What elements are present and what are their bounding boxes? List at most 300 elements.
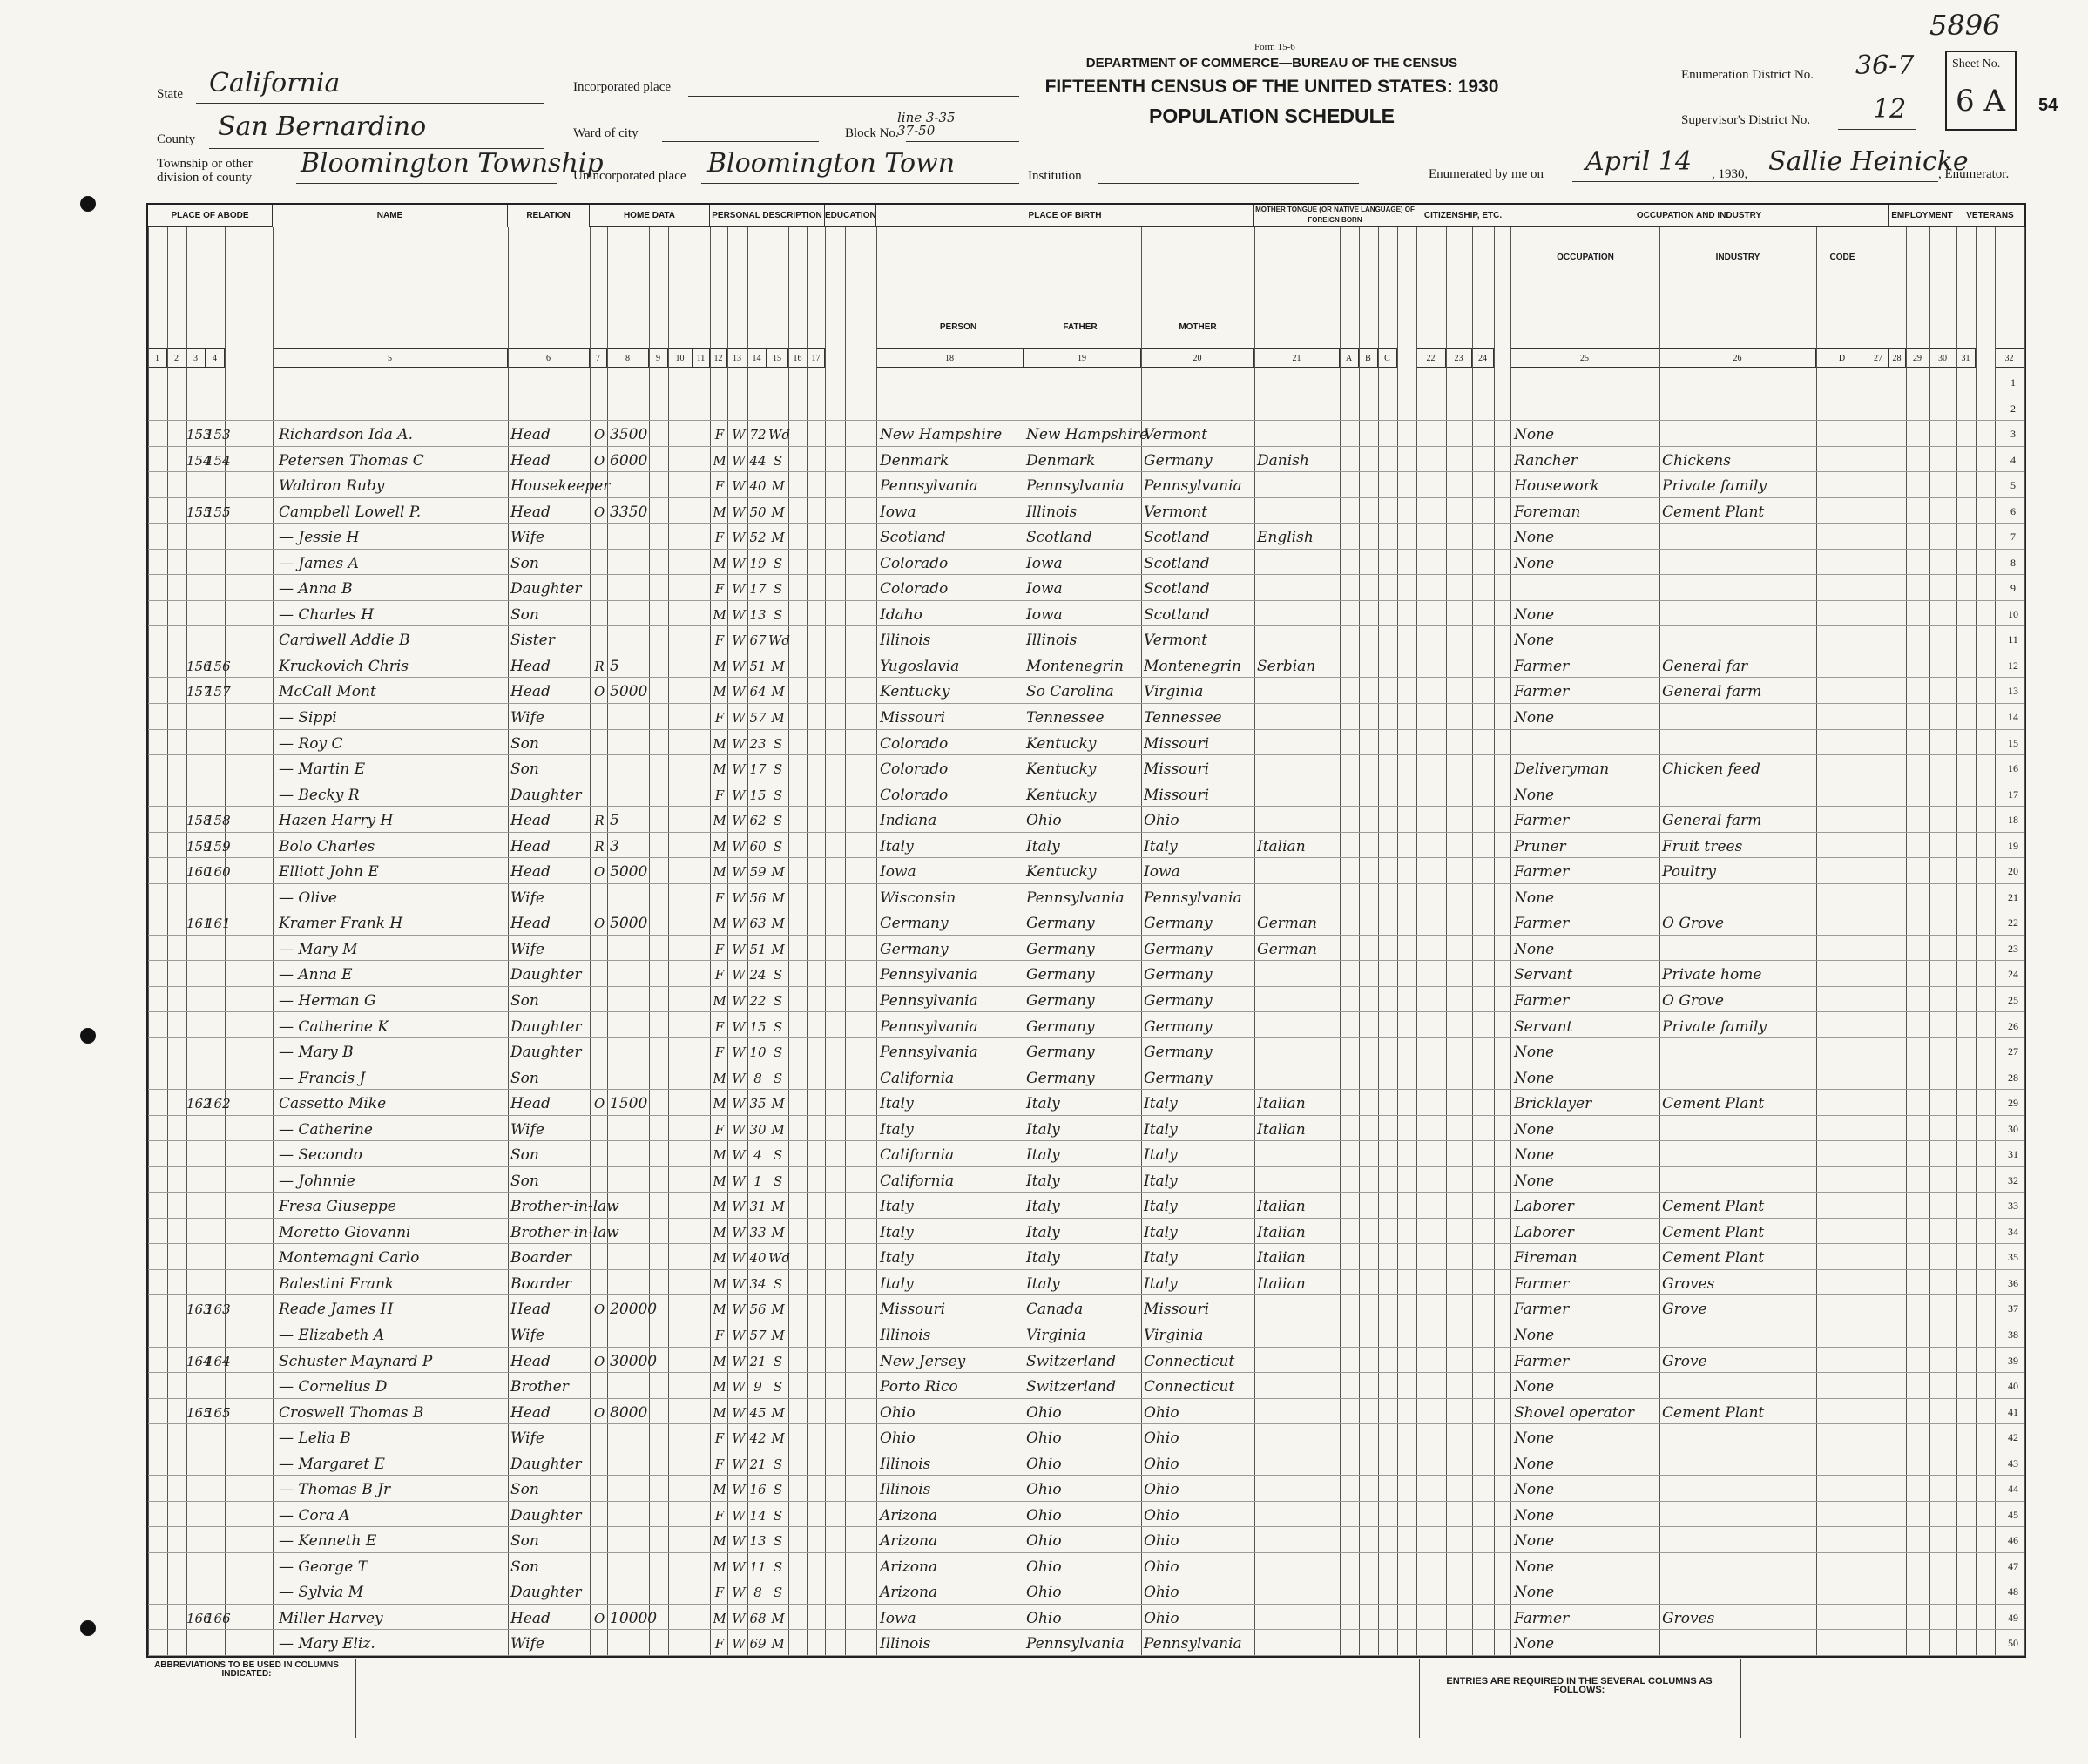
enum-district-label: Enumeration District No. — [1681, 68, 1814, 82]
birthplace-person: Italy — [880, 1274, 914, 1293]
home-value — [610, 1424, 649, 1450]
birthplace-mother: Tennessee — [1144, 709, 1222, 727]
occupation: None — [1514, 1146, 1555, 1165]
enum-district-value: 36-7 — [1855, 51, 1915, 81]
marital-status: S — [773, 606, 783, 623]
birthplace-father: Italy — [1026, 837, 1060, 855]
race: W — [732, 1430, 746, 1447]
column-number: 29 — [1906, 348, 1929, 368]
birthplace-mother: Italy — [1144, 1198, 1178, 1216]
industry — [1662, 626, 1816, 652]
table-row — [148, 1270, 2024, 1296]
occupation: None — [1514, 1120, 1555, 1139]
age: 60 — [749, 838, 767, 855]
birthplace-person: Iowa — [880, 503, 916, 521]
home-value: 6000 — [610, 451, 648, 470]
industry — [1662, 1553, 1816, 1578]
population-table — [146, 203, 2026, 1658]
birthplace-person: Missouri — [880, 1301, 946, 1319]
sex: F — [714, 1456, 725, 1472]
relation: Wife — [510, 709, 544, 727]
marital-status: S — [773, 1044, 783, 1061]
person-name: — Herman G — [279, 991, 376, 1010]
marital-status: S — [773, 1070, 783, 1086]
dwelling-number — [186, 601, 206, 626]
home-value: 5 — [610, 657, 619, 675]
birthplace-father: Kentucky — [1026, 786, 1097, 804]
sex: M — [713, 1404, 726, 1421]
birthplace-mother: Ohio — [1144, 812, 1179, 830]
birthplace-father — [1026, 369, 1141, 395]
home-value — [610, 1553, 649, 1578]
race: W — [732, 452, 746, 469]
line-number: 46 — [2008, 1534, 2018, 1547]
birthplace-mother: Germany — [1144, 1044, 1213, 1062]
marital-status: S — [773, 1482, 783, 1498]
dwelling-number: 162 — [186, 1096, 212, 1112]
line-number: 11 — [2008, 633, 2018, 646]
person-name: Richardson Ida A. — [279, 426, 413, 444]
home-value — [610, 369, 649, 395]
dwelling-number — [186, 524, 206, 549]
mother-tongue — [1257, 1038, 1340, 1064]
line-number: 2 — [2010, 402, 2016, 415]
family-number — [206, 1116, 225, 1141]
table-row — [148, 652, 2024, 679]
race: W — [732, 710, 746, 727]
mother-tongue: German — [1257, 940, 1317, 958]
birthplace-father: Virginia — [1026, 1326, 1086, 1344]
table-row — [148, 1424, 2024, 1450]
column-number: 22 — [1416, 348, 1446, 368]
relation: Daughter — [510, 786, 582, 804]
dwelling-number — [186, 626, 206, 652]
race: W — [732, 838, 746, 855]
table-row — [148, 730, 2024, 756]
birthplace-mother: Connecticut — [1144, 1352, 1235, 1370]
birthplace-person: Yugoslavia — [880, 657, 960, 675]
race: W — [732, 1636, 746, 1652]
race: W — [732, 1044, 746, 1061]
birthplace-person: Arizona — [880, 1584, 938, 1602]
sex: F — [714, 889, 725, 906]
marital-status — [768, 369, 787, 395]
industry — [1662, 1527, 1816, 1552]
birthplace-person: Italy — [880, 1223, 914, 1241]
relation: Head — [510, 1352, 551, 1370]
birthplace-father — [1026, 395, 1141, 421]
race: W — [732, 787, 746, 803]
birthplace-mother: Missouri — [1144, 1301, 1210, 1319]
table-row — [148, 1348, 2024, 1374]
birthplace-mother: Italy — [1144, 1095, 1178, 1113]
mother-tongue — [1257, 1502, 1340, 1527]
family-number: 164 — [206, 1353, 231, 1369]
relation: Head — [510, 683, 551, 701]
table-row — [148, 1038, 2024, 1064]
home-value: 1500 — [610, 1095, 648, 1113]
sex: F — [714, 710, 725, 727]
sex: M — [713, 1379, 726, 1396]
birthplace-person: Iowa — [880, 863, 916, 882]
table-row — [148, 936, 2024, 962]
industry: Cement Plant — [1662, 1198, 1765, 1216]
relation: Head — [510, 1609, 551, 1627]
table-row — [148, 575, 2024, 601]
group-personal: PERSONAL DESCRIPTION — [710, 205, 825, 227]
age: 15 — [749, 1018, 767, 1035]
birthplace-person: Germany — [880, 915, 949, 933]
person-name: — Catherine — [279, 1120, 373, 1139]
line-number: 38 — [2008, 1328, 2018, 1341]
state-value: California — [209, 68, 341, 98]
home-value: 20000 — [610, 1301, 658, 1319]
marital-status: M — [771, 1121, 785, 1138]
home-owned — [592, 1373, 606, 1398]
occupation: Housework — [1514, 477, 1600, 496]
dwelling-number: 166 — [186, 1610, 212, 1626]
home-owned — [592, 1527, 606, 1552]
industry: Grove — [1662, 1301, 1707, 1319]
industry: Poultry — [1662, 863, 1716, 882]
home-owned — [592, 1553, 606, 1578]
home-value — [610, 1064, 649, 1090]
race: W — [732, 1070, 746, 1086]
marital-status: S — [773, 1275, 783, 1292]
home-owned — [592, 730, 606, 755]
col-person: PERSON — [939, 322, 977, 332]
dwelling-number — [186, 987, 206, 1012]
page-number: 54 — [2038, 96, 2058, 115]
occupation: Bricklayer — [1514, 1095, 1592, 1113]
dwelling-number: 156 — [186, 658, 212, 674]
home-owned: O — [593, 504, 605, 520]
family-number — [206, 1424, 225, 1450]
sex: M — [713, 838, 726, 855]
birthplace-father: Iowa — [1026, 580, 1063, 598]
relation: Wife — [510, 1120, 544, 1139]
occupation: Rancher — [1514, 451, 1578, 470]
person-name: — Catherine K — [279, 1017, 389, 1036]
home-value — [610, 601, 649, 626]
person-name: — Mary M — [279, 940, 358, 958]
mother-tongue — [1257, 730, 1340, 755]
birthplace-person: Italy — [880, 1198, 914, 1216]
birthplace-father: Ohio — [1026, 812, 1062, 830]
race: W — [732, 1533, 746, 1550]
group-name: NAME — [273, 205, 508, 227]
person-name: Waldron Ruby — [279, 477, 385, 496]
person-name: — Charles H — [279, 605, 375, 624]
occupation: None — [1514, 1532, 1555, 1551]
person-name: — Sippi — [279, 709, 337, 727]
person-name: — Johnnie — [279, 1172, 355, 1190]
home-value — [610, 1270, 649, 1295]
home-owned: O — [593, 1301, 605, 1318]
relation: Head — [510, 1403, 551, 1422]
sex: M — [713, 864, 726, 881]
column-number: 9 — [649, 348, 668, 368]
industry — [1662, 1476, 1816, 1501]
industry — [1662, 369, 1816, 395]
birthplace-mother — [1144, 369, 1254, 395]
column-number: 28 — [1889, 348, 1906, 368]
home-owned — [592, 1141, 606, 1166]
occupation: Farmer — [1514, 863, 1570, 882]
table-row — [148, 1116, 2024, 1142]
birthplace-person: Scotland — [880, 529, 946, 547]
marital-status: S — [773, 1533, 783, 1550]
mother-tongue — [1257, 550, 1340, 575]
table-row — [148, 601, 2024, 627]
dwelling-number: 163 — [186, 1301, 212, 1318]
mother-tongue — [1257, 1013, 1340, 1038]
dwelling-number: 155 — [186, 504, 212, 520]
home-owned — [592, 1450, 606, 1476]
birthplace-father: Ohio — [1026, 1481, 1062, 1499]
birthplace-person: Colorado — [880, 580, 949, 598]
relation: Wife — [510, 1635, 544, 1653]
line-number: 1 — [2010, 376, 2016, 389]
race: W — [732, 813, 746, 829]
table-row — [148, 1578, 2024, 1605]
dwelling-number — [186, 1038, 206, 1064]
industry: O Grove — [1662, 991, 1724, 1010]
person-name: — Thomas B Jr — [279, 1481, 391, 1499]
marital-status: M — [771, 1096, 785, 1112]
industry — [1662, 704, 1816, 729]
occupation: Pruner — [1514, 837, 1566, 855]
punch-hole — [80, 1028, 96, 1044]
relation: Head — [510, 863, 551, 882]
home-value: 5000 — [610, 683, 648, 701]
home-value — [610, 524, 649, 549]
column-number: 2 — [167, 348, 186, 368]
industry — [1662, 1167, 1816, 1193]
birthplace-father: Ohio — [1026, 1532, 1062, 1551]
home-owned — [592, 626, 606, 652]
line-number: 16 — [2008, 762, 2018, 775]
birthplace-father: Denmark — [1026, 451, 1096, 470]
column-number: 15 — [767, 348, 788, 368]
person-name: — Francis J — [279, 1069, 366, 1087]
enumerator-name: Sallie Heinicke — [1768, 146, 1969, 177]
group-home-data: HOME DATA — [590, 205, 710, 227]
family-number — [206, 1038, 225, 1064]
sex: M — [713, 813, 726, 829]
mother-tongue: Italian — [1257, 1198, 1306, 1216]
relation: Wife — [510, 940, 544, 958]
birthplace-father: Germany — [1026, 966, 1095, 984]
family-number — [206, 1502, 225, 1527]
industry: Grove — [1662, 1352, 1707, 1370]
person-name: Hazen Harry H — [279, 812, 394, 830]
relation: Daughter — [510, 966, 582, 984]
age: 34 — [749, 1275, 767, 1292]
county-value: San Bernardino — [218, 112, 427, 142]
sex: M — [713, 1275, 726, 1292]
home-owned — [592, 884, 606, 909]
mother-tongue: Italian — [1257, 1223, 1306, 1241]
race: W — [732, 1482, 746, 1498]
sex: F — [714, 1327, 725, 1343]
race: W — [732, 427, 746, 443]
sex: M — [713, 555, 726, 571]
stamp-number: 5896 — [1929, 9, 2001, 42]
mother-tongue — [1257, 1064, 1340, 1090]
column-number: 18 — [876, 348, 1024, 368]
birthplace-mother: Ohio — [1144, 1481, 1179, 1499]
dwelling-number — [186, 1630, 206, 1655]
line-number: 25 — [2008, 993, 2018, 1006]
mother-tongue — [1257, 601, 1340, 626]
column-number: 13 — [727, 348, 747, 368]
family-number: 154 — [206, 452, 231, 469]
sex: F — [714, 941, 725, 957]
age: 11 — [749, 1558, 767, 1575]
marital-status: S — [773, 452, 783, 469]
occupation: None — [1514, 605, 1555, 624]
line-number: 13 — [2008, 685, 2018, 698]
occupation: None — [1514, 889, 1555, 907]
person-name: — Margaret E — [279, 1455, 385, 1473]
sex: F — [714, 1044, 725, 1061]
age: 45 — [749, 1404, 767, 1421]
sex: M — [713, 658, 726, 674]
family-number: 158 — [206, 813, 231, 829]
column-number: D — [1816, 348, 1868, 368]
table-row — [148, 781, 2024, 808]
birthplace-mother: Italy — [1144, 1223, 1178, 1241]
birthplace-mother: Germany — [1144, 966, 1213, 984]
person-name: — Cornelius D — [279, 1378, 388, 1396]
mother-tongue — [1257, 1527, 1340, 1552]
birthplace-person: Missouri — [880, 709, 946, 727]
person-name: Fresa Giuseppe — [279, 1198, 396, 1216]
birthplace-father: Italy — [1026, 1095, 1060, 1113]
industry: Cement Plant — [1662, 503, 1765, 521]
table-row — [148, 858, 2024, 884]
birthplace-mother: Germany — [1144, 915, 1213, 933]
birthplace-mother: Germany — [1144, 451, 1213, 470]
home-owned — [592, 1167, 606, 1193]
age: 13 — [749, 606, 767, 623]
home-value — [610, 1038, 649, 1064]
age: 17 — [749, 761, 767, 778]
column-number: 25 — [1510, 348, 1659, 368]
occupation: Farmer — [1514, 1609, 1570, 1627]
family-number — [206, 704, 225, 729]
race: W — [732, 992, 746, 1009]
race: W — [732, 1404, 746, 1421]
home-owned — [592, 550, 606, 575]
person-name — [279, 395, 507, 421]
mother-tongue — [1257, 626, 1340, 652]
home-value — [610, 1116, 649, 1141]
line-number: 20 — [2008, 865, 2018, 878]
sex: F — [714, 427, 725, 443]
dwelling-number — [186, 1064, 206, 1090]
line-number: 27 — [2008, 1045, 2018, 1058]
column-number: 6 — [508, 348, 590, 368]
enumerated-label: Enumerated by me on — [1429, 167, 1544, 181]
relation: Wife — [510, 1326, 544, 1344]
relation: Head — [510, 657, 551, 675]
industry — [1662, 1373, 1816, 1398]
race: W — [732, 530, 746, 546]
family-number — [206, 987, 225, 1012]
birthplace-father: Switzerland — [1026, 1378, 1117, 1396]
occupation: Farmer — [1514, 1301, 1570, 1319]
home-owned: O — [593, 916, 605, 932]
table-row — [148, 961, 2024, 987]
person-name: Campbell Lowell P. — [279, 503, 422, 521]
dwelling-number — [186, 704, 206, 729]
age: 23 — [749, 735, 767, 752]
home-owned — [592, 472, 606, 497]
line-number: 17 — [2008, 787, 2018, 801]
col-occupation: OCCUPATION — [1557, 253, 1614, 262]
person-name: — Sylvia M — [279, 1584, 364, 1602]
relation: Head — [510, 1301, 551, 1319]
marital-status: M — [771, 504, 785, 520]
birthplace-mother: Ohio — [1144, 1506, 1179, 1524]
race — [730, 369, 747, 395]
home-value: 5 — [610, 812, 619, 830]
marital-status: S — [773, 761, 783, 778]
column-number: 30 — [1929, 348, 1956, 368]
home-owned: R — [594, 838, 605, 855]
dwelling-number — [186, 395, 206, 421]
industry — [1662, 1116, 1816, 1141]
person-name: — James A — [279, 554, 359, 572]
person-name — [279, 369, 507, 395]
race: W — [732, 1224, 746, 1240]
birthplace-father: Italy — [1026, 1223, 1060, 1241]
person-name: — Anna E — [279, 966, 353, 984]
line-number: 43 — [2008, 1456, 2018, 1470]
marital-status: M — [771, 864, 785, 881]
birthplace-person: Germany — [880, 940, 949, 958]
birthplace-person: Italy — [880, 1120, 914, 1139]
line-number: 50 — [2008, 1637, 2018, 1650]
home-owned — [592, 1038, 606, 1064]
table-row — [148, 1502, 2024, 1528]
person-name: — Olive — [279, 889, 337, 907]
person-name: — Kenneth E — [279, 1532, 377, 1551]
line-number: 33 — [2008, 1200, 2018, 1213]
mother-tongue — [1257, 369, 1340, 395]
race: W — [732, 941, 746, 957]
race: W — [732, 889, 746, 906]
line-number: 15 — [2008, 736, 2018, 749]
line-number: 45 — [2008, 1508, 2018, 1521]
birthplace-person: Colorado — [880, 760, 949, 779]
birthplace-mother: Scotland — [1144, 529, 1210, 547]
home-value — [610, 1013, 649, 1038]
home-owned — [592, 1578, 606, 1604]
col-industry: INDUSTRY — [1715, 253, 1760, 262]
group-occupation: OCCUPATION AND INDUSTRY — [1510, 205, 1889, 227]
birthplace-person: Pennsylvania — [880, 477, 978, 496]
home-owned — [592, 755, 606, 781]
birthplace-person: Illinois — [880, 1481, 931, 1499]
birthplace-father: Italy — [1026, 1274, 1060, 1293]
home-owned — [592, 1116, 606, 1141]
birthplace-person: Pennsylvania — [880, 991, 978, 1010]
table-row — [148, 1244, 2024, 1270]
person-name: Petersen Thomas C — [279, 451, 424, 470]
